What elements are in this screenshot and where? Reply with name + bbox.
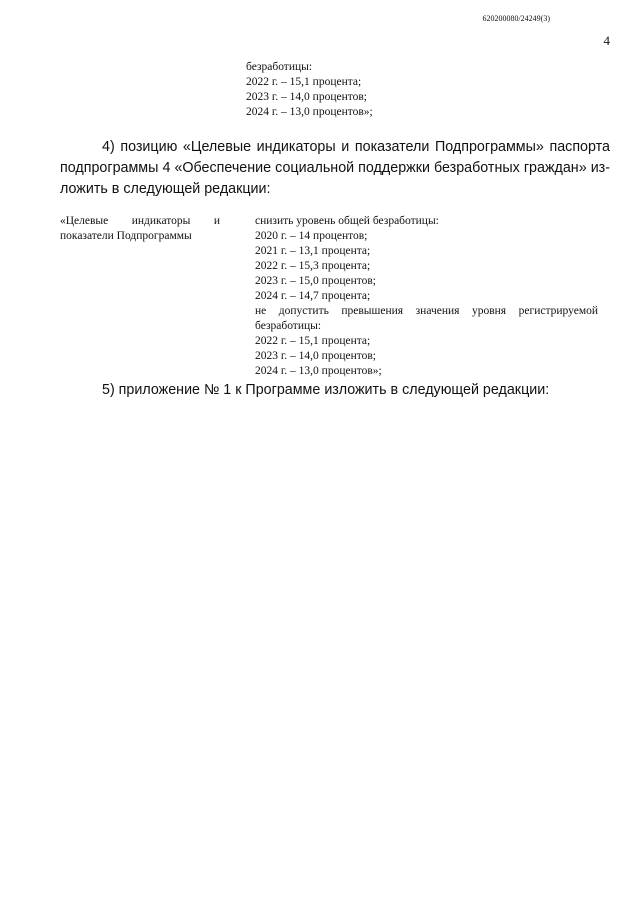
paragraph-4-line-3: ложить в следующей редакции: xyxy=(60,181,271,197)
right-cell-line: безработицы: xyxy=(255,320,322,332)
right-cell-line: 2024 г. – 14,7 процента; xyxy=(255,290,371,302)
paragraph-4 xyxy=(60,137,610,200)
right-cell-line: не допустить превышения значения уровня регистрируемой xyxy=(255,305,598,317)
top-line: безработицы: xyxy=(246,61,313,73)
paragraph-4-line-2: подпрограммы 4 «Обеспечение социальной поддержки безработных граждан» из- xyxy=(60,160,610,176)
right-cell-line: 2022 г. – 15,1 процента; xyxy=(255,335,371,347)
top-continuation-block xyxy=(246,60,373,120)
right-cell-line: 2021 г. – 13,1 процента; xyxy=(255,245,371,257)
right-cell-line: 2023 г. – 14,0 процентов; xyxy=(255,350,376,362)
right-cell-line: 2020 г. – 14 процентов; xyxy=(255,230,368,242)
top-line: 2022 г. – 15,1 процента; xyxy=(246,76,362,88)
left-cell-line-1: «Целевые индикаторы и xyxy=(60,215,220,227)
right-cell-line: 2024 г. – 13,0 процентов»; xyxy=(255,365,382,377)
right-cell-line: снизить уровень общей безработицы: xyxy=(255,215,439,227)
top-line: 2023 г. – 14,0 процентов; xyxy=(246,91,367,103)
right-cell-line: 2022 г. – 15,3 процента; xyxy=(255,260,371,272)
page-number: 4 xyxy=(603,33,610,48)
paragraph-5: 5) приложение № 1 к Программе изложить в следующей редакции: xyxy=(102,382,550,398)
table-right-cell xyxy=(255,214,598,379)
top-line: 2024 г. – 13,0 процентов»; xyxy=(246,106,373,118)
right-cell-line: 2023 г. – 15,0 процентов; xyxy=(255,275,376,287)
table-left-cell xyxy=(60,214,220,244)
paragraph-4-line-1: 4) позицию «Целевые индикаторы и показатели Подпрограммы» паспорта xyxy=(102,139,610,155)
document-code: 620200080/24249(3) xyxy=(482,14,550,23)
left-cell-line-2: показатели Подпрограммы xyxy=(60,230,192,242)
